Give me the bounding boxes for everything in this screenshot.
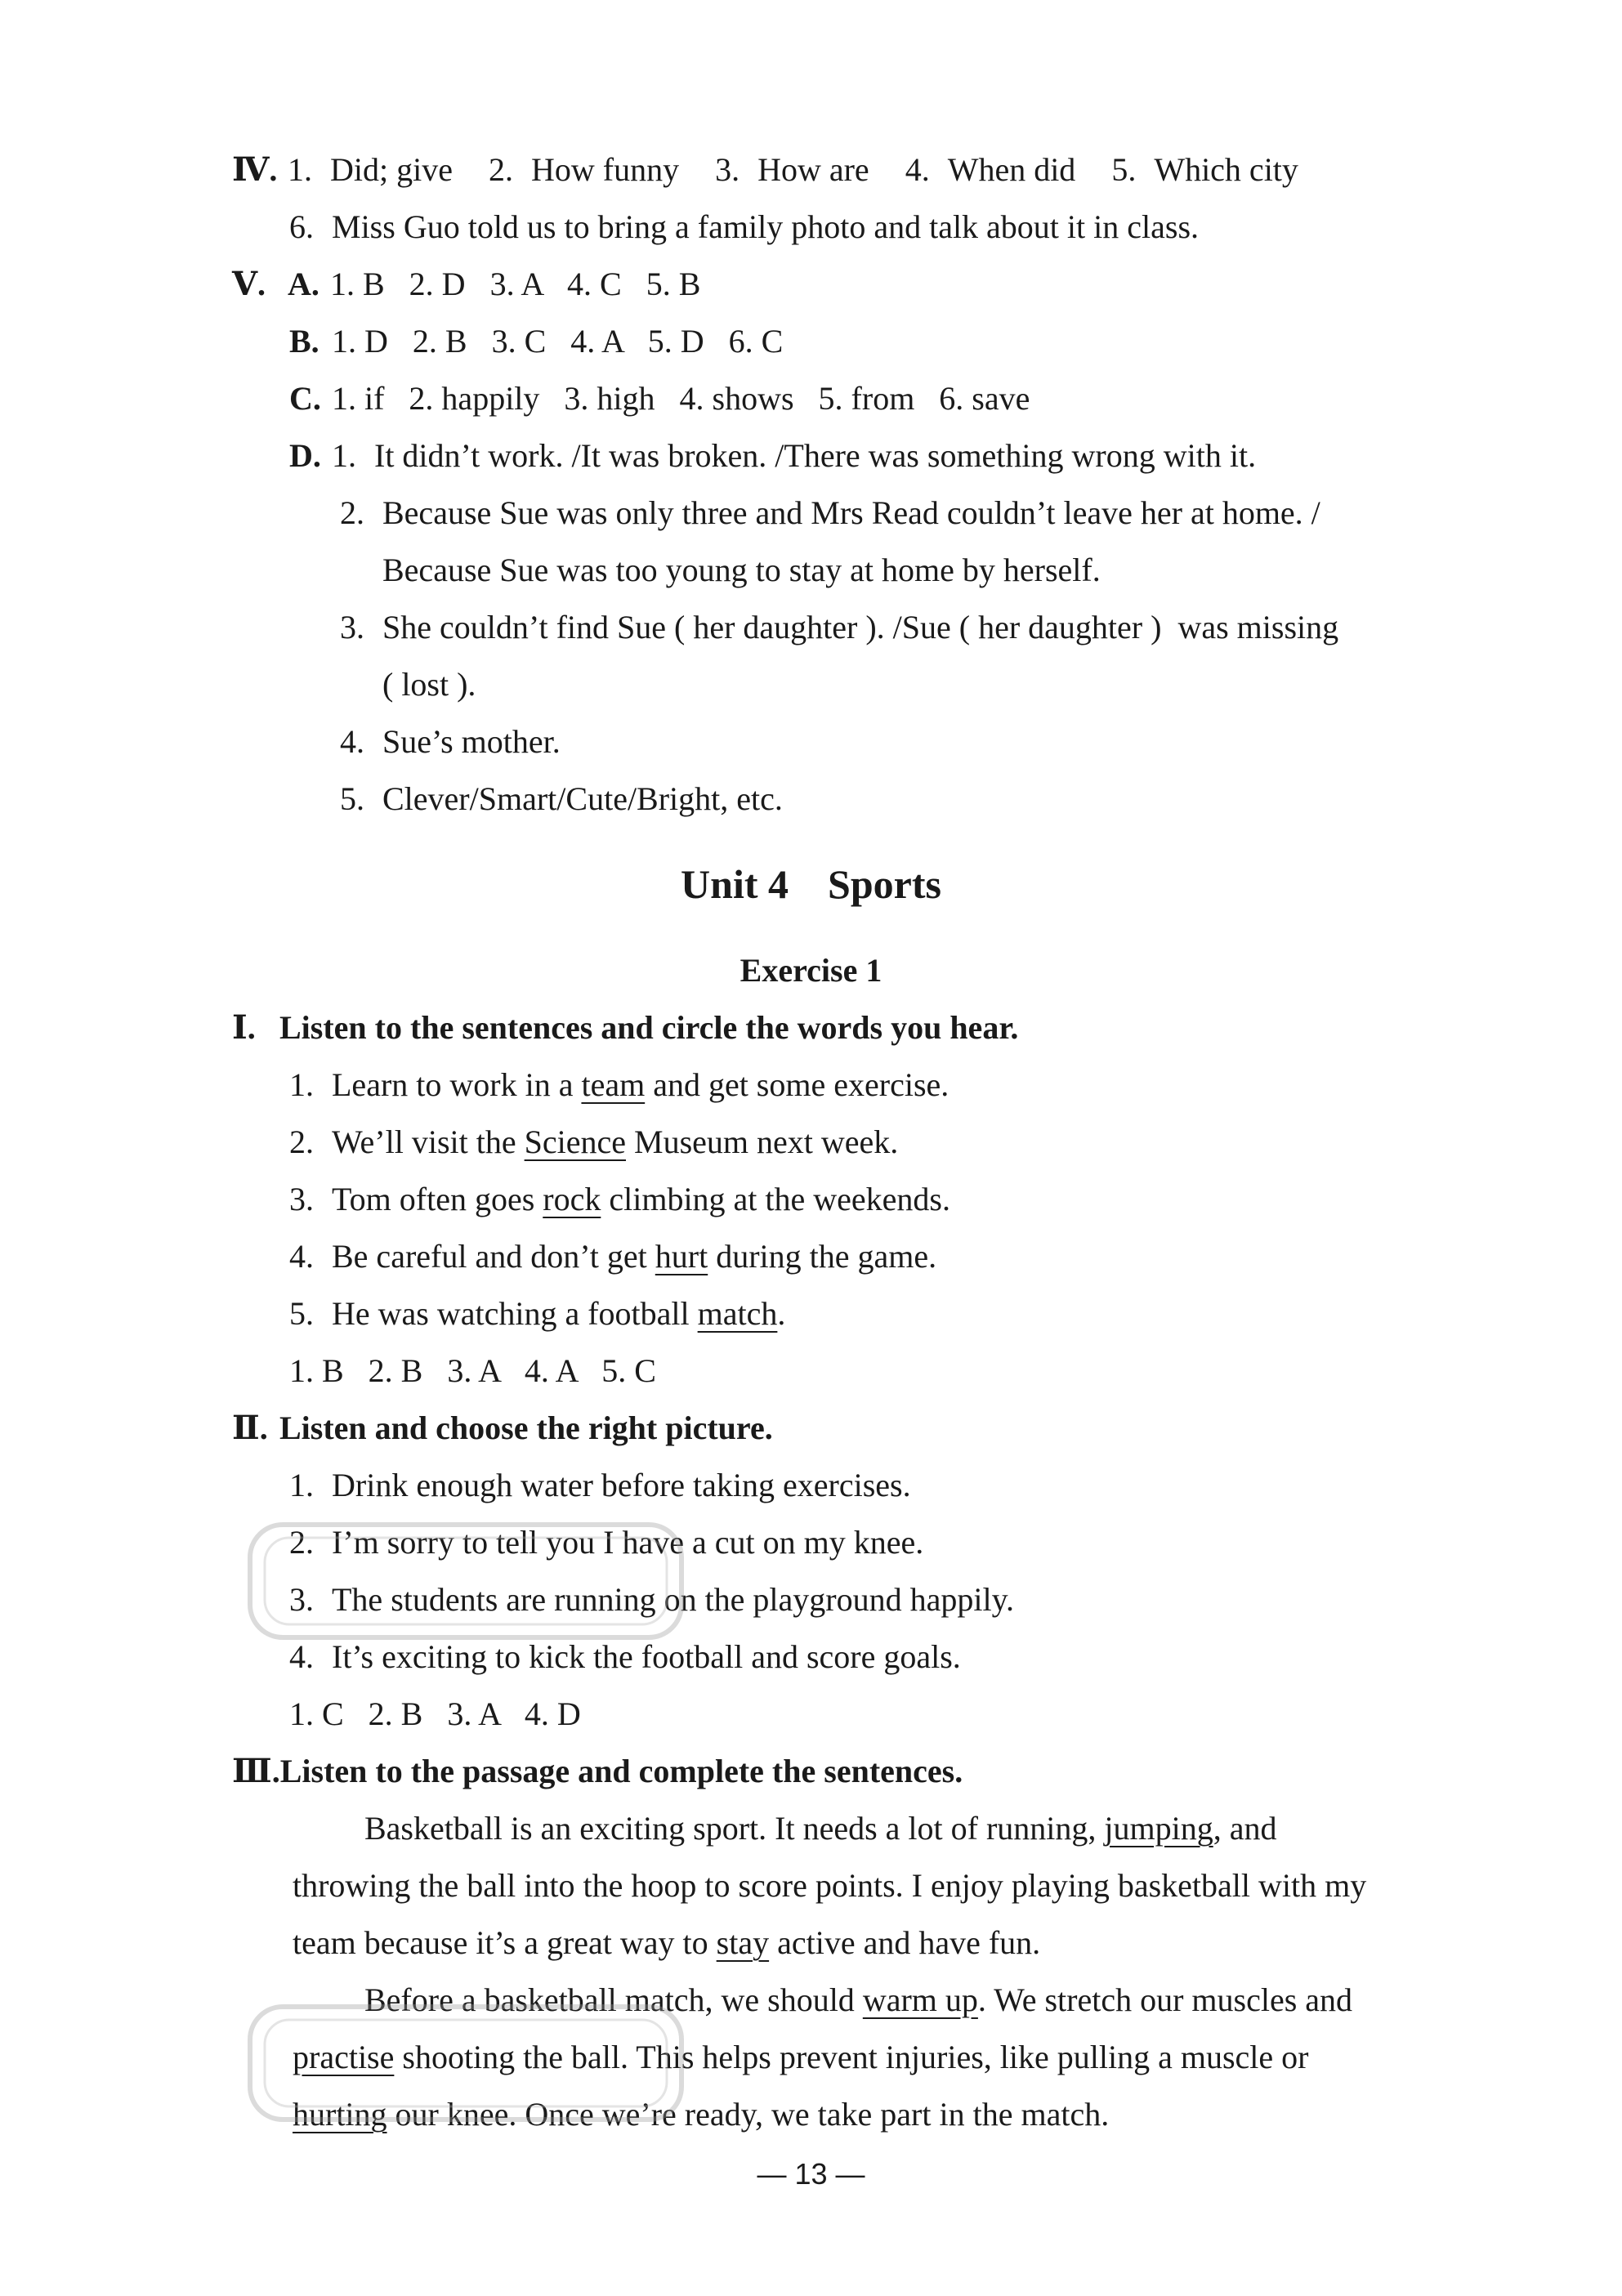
section-4-line-1: Ⅳ. 1. Did; give 2. How funny 3. How are 4. When did 5. Which city: [232, 151, 1298, 188]
section-5-c: C. 1. if 2. happily 3. high 4. shows 5. from 6. save: [289, 380, 1030, 417]
part-1-answers: 1. B 2. B 3. A 4. A 5. C: [289, 1352, 656, 1389]
passage-p1-line-3: team because it’s a great way to stay active and have fun.: [293, 1924, 1041, 1961]
part-3-heading: Ⅲ.Listen to the passage and complete the sentences.: [232, 1753, 963, 1789]
part-1-item-2: 2. We’ll visit the Science Museum next week.: [289, 1123, 899, 1160]
part-1-item-3: 3. Tom often goes rock climbing at the weekends.: [289, 1181, 950, 1217]
part-1-item-5: 5. He was watching a football match.: [289, 1295, 786, 1332]
passage-p2-line-3: hurting our knee. Once we’re ready, we take part in the match.: [293, 2096, 1110, 2133]
watermark-stamp-icon: [245, 2002, 686, 2124]
part-2-item-3: 3. The students are running on the playground happily.: [289, 1581, 1014, 1618]
section-5-numeral: Ⅴ.: [232, 266, 266, 302]
section-5-d-1: D. 1. It didn’t work. /It was broken. /There was something wrong with it.: [289, 437, 1257, 474]
section-5-d-4: 4. Sue’s mother.: [340, 723, 561, 760]
section-5-b: B. 1. D 2. B 3. C 4. A 5. D 6. C: [289, 323, 784, 360]
passage-p2-line-1: Before a basketball match, we should warm up. We stretch our muscles and: [364, 1981, 1353, 2018]
passage-p1-line-1: Basketball is an exciting sport. It needs a lot of running, jumping, and: [364, 1810, 1277, 1847]
passage-p1-line-2: throwing the ball into the hoop to score points. I enjoy playing basketball with my: [293, 1867, 1367, 1904]
exercise-title: Exercise 1: [740, 952, 882, 989]
part-1-heading: Ⅰ. Listen to the sentences and circle the words you hear.: [232, 1009, 1019, 1046]
page-number: — 13 —: [757, 2157, 865, 2191]
section-5-a: Ⅴ. A. 1. B 2. D 3. A 4. C 5. B: [232, 266, 701, 302]
watermark-stamp-icon: [245, 1520, 686, 1642]
part-2-item-2: 2. I’m sorry to tell you I have a cut on my knee.: [289, 1524, 924, 1561]
section-5-d-5: 5. Clever/Smart/Cute/Bright, etc.: [340, 780, 783, 817]
section-5-d-3: 3. She couldn’t find Sue ( her daughter ). /Sue ( her daughter ) was missing: [340, 609, 1339, 645]
part-2-item-1: 1. Drink enough water before taking exercises.: [289, 1467, 911, 1503]
part-1-item-4: 4. Be careful and don’t get hurt during the game.: [289, 1238, 937, 1275]
section-4-numeral: Ⅳ.: [232, 151, 278, 188]
part-2-answers: 1. C 2. B 3. A 4. D: [289, 1695, 581, 1732]
unit-title: Unit 4 Sports: [681, 861, 941, 907]
part-2-item-4: 4. It’s exciting to kick the football and score goals.: [289, 1638, 961, 1675]
part-2-heading: Ⅱ. Listen and choose the right picture.: [232, 1409, 773, 1446]
passage-p2-line-2: practise shooting the ball. This helps prevent injuries, like pulling a muscle or: [293, 2039, 1309, 2075]
section-5-d-2: 2. Because Sue was only three and Mrs Read couldn’t leave her at home. /: [340, 494, 1320, 531]
section-5-d-2-cont: Because Sue was too young to stay at home by herself.: [382, 552, 1101, 588]
part-1-item-1: 1. Learn to work in a team and get some exercise.: [289, 1066, 950, 1103]
section-5-d-3-cont: ( lost ).: [382, 666, 476, 703]
section-4-line-2: 6. Miss Guo told us to bring a family photo and talk about it in class.: [289, 208, 1200, 245]
